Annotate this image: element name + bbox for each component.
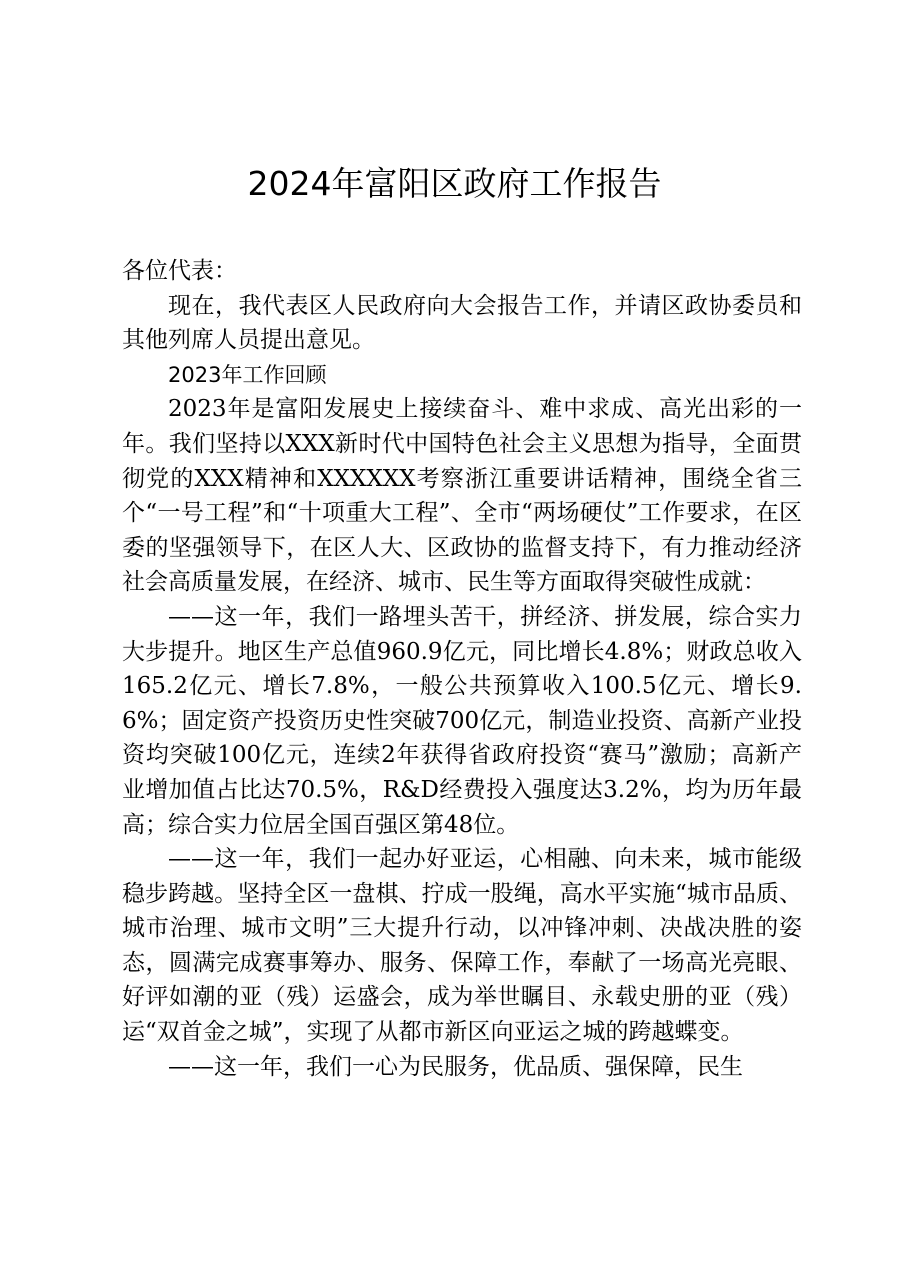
paragraph-intro: 现在，我代表区人民政府向大会报告工作，并请区政协委员和其他列席人员提出意见。: [122, 292, 802, 354]
paragraph-economy: ——这一年，我们一路埋头苦干，拼经济、拼发展，综合实力大步提升。地区生产总值960.9亿元，同比增长4.8%；财政总收入165.2亿元、增长7.8%，一般公共预算收入100.5亿元、增长9.6%；固定资产投资历史性突破700亿元，制造业投资、高新产业投资均突破100亿元，连续2年获得省政府投资“赛马”激励；高新产业增加值占比达70.5%，R&D经费投入强度达3.2%，均为历年最高；综合实力位居全国百强区第48位。: [122, 603, 802, 838]
salutation: 各位代表：: [122, 258, 237, 284]
paragraph-livelihood: ——这一年，我们一心为民服务，优品质、强保障，民生: [168, 1053, 743, 1080]
document-body: [122, 254, 802, 1084]
paragraph-asian-games: ——这一年，我们一起办好亚运，心相融、向未来，城市能级稳步跨越。坚持全区一盘棋、拧成一股绳，高水平实施“城市品质、城市治理、城市文明”三大提升行动，以冲锋冲刺、决战决胜的姿态，圆满完成赛事筹办、服务、保障工作，奉献了一场高光亮眼、好评如潮的亚（残）运盛会，成为举世瞩目、永载史册的亚（残）运“双首金之城”，实现了从都市新区向亚运之城的跨越蝶变。: [122, 846, 802, 1046]
document-title: 2024年富阳区政府工作报告: [247, 164, 662, 203]
paragraph-overview: 2023年是富阳发展史上接续奋斗、难中求成、高光出彩的一年。我们坚持以XXX新时代中国特色社会主义思想为指导，全面贯彻党的XXX精神和XXXXXX考察浙江重要讲话精神，围绕全省三个“一号工程”和“十项重大工程”、全市“两场硬仗”工作要求，在区委的坚强领导下，在区人大、区政协的监督支持下，有力推动经济社会高质量发展，在经济、城市、民生等方面取得突破性成就：: [122, 396, 802, 596]
section-heading: 2023年工作回顾: [168, 362, 327, 387]
